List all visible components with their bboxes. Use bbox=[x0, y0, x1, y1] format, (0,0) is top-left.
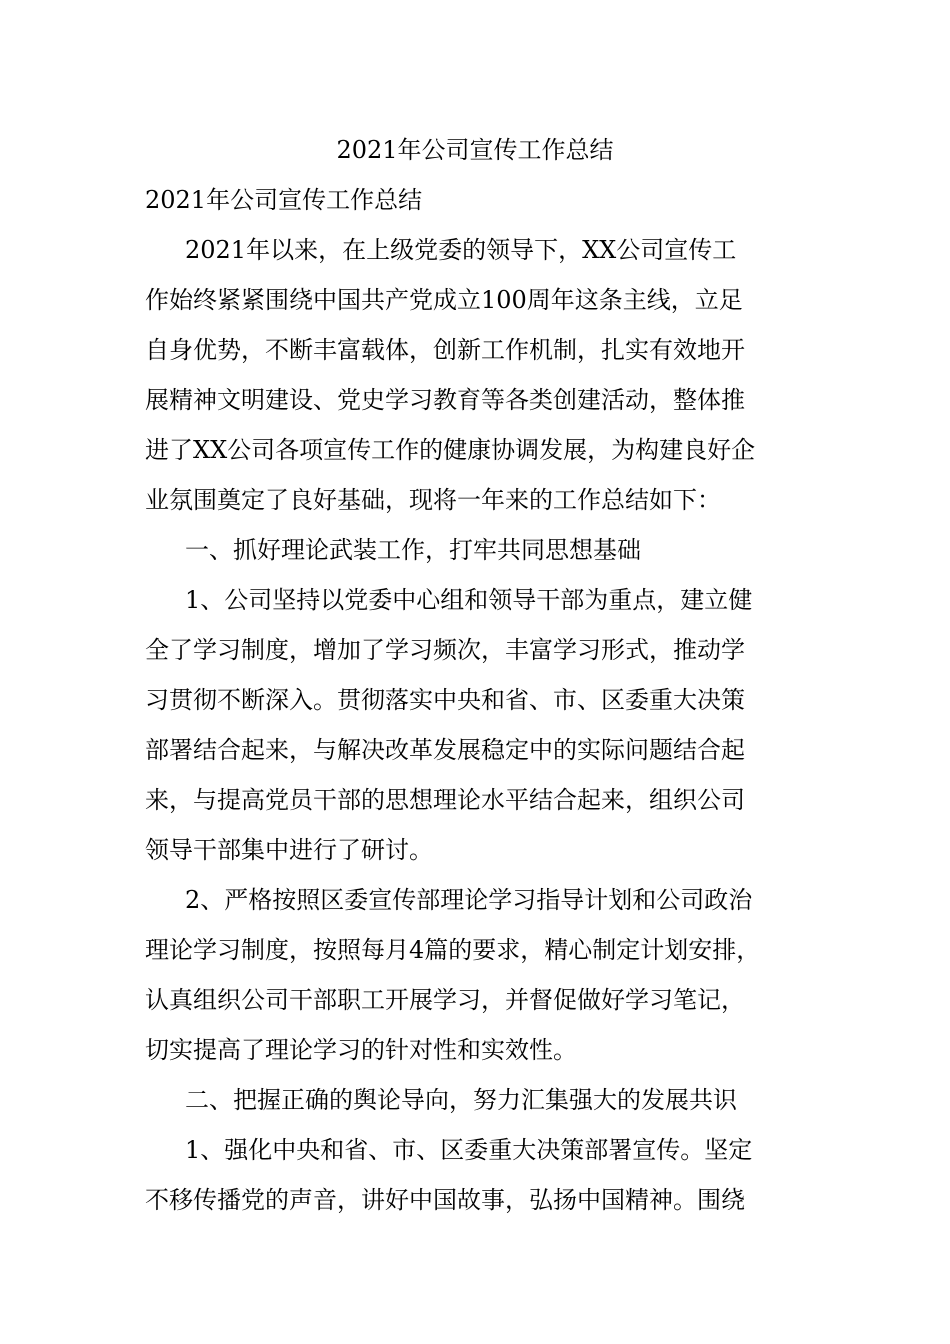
paragraph-line: 进了XX公司各项宣传工作的健康协调发展，为构建良好企 bbox=[145, 436, 756, 464]
section-heading: 一、抓好理论武装工作，打牢共同思想基础 bbox=[185, 536, 641, 564]
paragraph-line: 自身优势，不断丰富载体，创新工作机制，扎实有效地开 bbox=[145, 336, 745, 364]
paragraph-line: 领导干部集中进行了研讨。 bbox=[145, 836, 433, 864]
paragraph-line: 2021年以来，在上级党委的领导下，XX公司宣传工 bbox=[185, 236, 737, 264]
paragraph-line: 习贯彻不断深入。贯彻落实中央和省、市、区委重大决策 bbox=[145, 686, 745, 714]
paragraph-line: 作始终紧紧围绕中国共产党成立100周年这条主线，立足 bbox=[145, 286, 743, 314]
paragraph-line: 理论学习制度，按照每月4篇的要求，精心制定计划安排， bbox=[145, 936, 761, 964]
paragraph-line: 2、严格按照区委宣传部理论学习指导计划和公司政治 bbox=[185, 886, 753, 914]
paragraph-line: 展精神文明建设、党史学习教育等各类创建活动，整体推 bbox=[145, 386, 745, 414]
paragraph-line: 认真组织公司干部职工开展学习，并督促做好学习笔记， bbox=[145, 986, 745, 1014]
paragraph-line: 来，与提高党员干部的思想理论水平结合起来，组织公司 bbox=[145, 786, 745, 814]
paragraph-line: 部署结合起来，与解决改革发展稳定中的实际问题结合起 bbox=[145, 736, 745, 764]
paragraph-line: 全了学习制度，增加了学习频次，丰富学习形式，推动学 bbox=[145, 636, 745, 664]
document-title: 2021年公司宣传工作总结 bbox=[336, 136, 614, 164]
paragraph-line: 不移传播党的声音，讲好中国故事，弘扬中国精神。围绕 bbox=[145, 1186, 745, 1214]
document-subtitle: 2021年公司宣传工作总结 bbox=[145, 186, 423, 214]
paragraph-line: 1、公司坚持以党委中心组和领导干部为重点，建立健 bbox=[185, 586, 753, 614]
paragraph-line: 切实提高了理论学习的针对性和实效性。 bbox=[145, 1036, 577, 1064]
section-heading: 二、把握正确的舆论导向，努力汇集强大的发展共识 bbox=[185, 1086, 737, 1114]
paragraph-line: 1、强化中央和省、市、区委重大决策部署宣传。坚定 bbox=[185, 1136, 753, 1164]
paragraph-line: 业氛围奠定了良好基础，现将一年来的工作总结如下： bbox=[145, 486, 721, 514]
